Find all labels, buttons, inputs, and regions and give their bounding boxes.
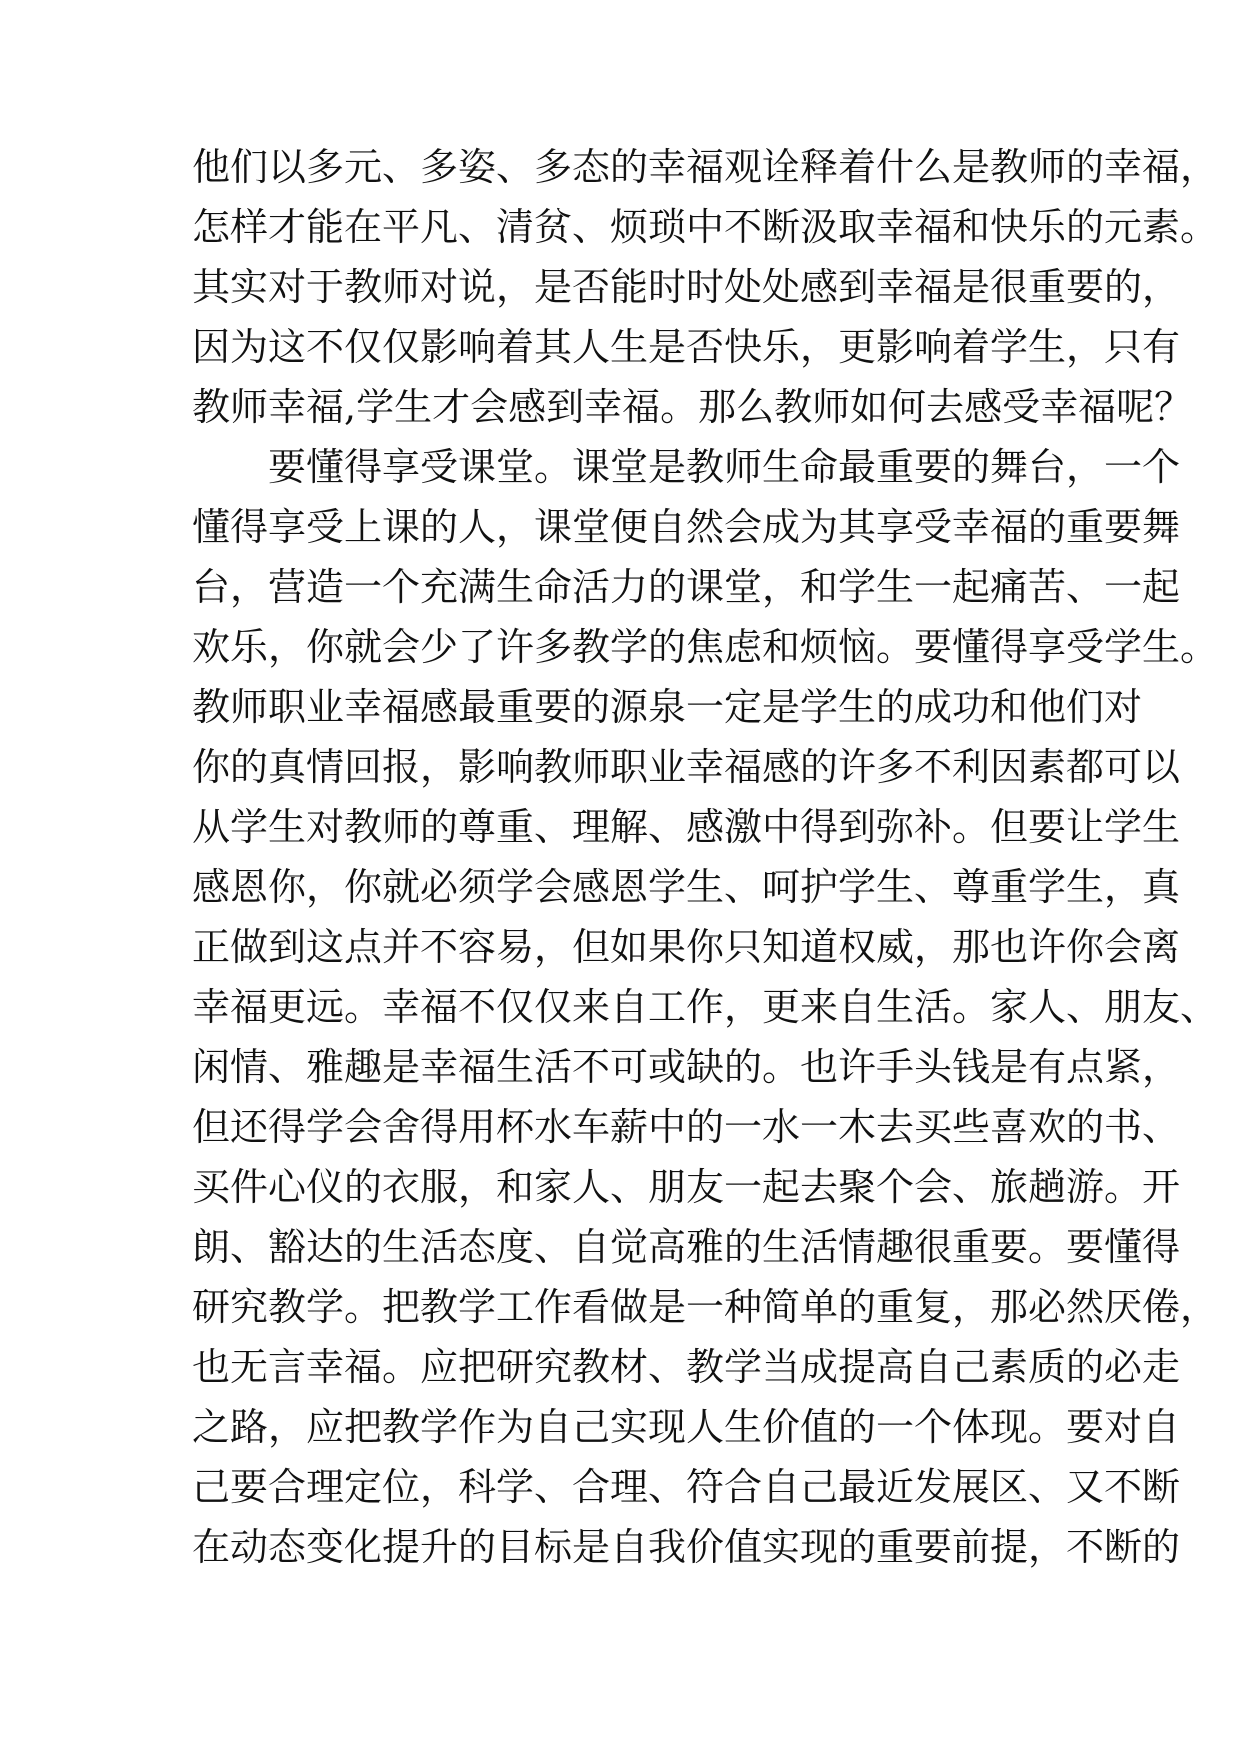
text-line: 感恩你，你就必须学会感恩学生、呵护学生、尊重学生，真	[192, 865, 1181, 909]
text-line: 懂得享受上课的人，课堂便自然会成为其享受幸福的重要舞	[192, 505, 1181, 549]
text-line: 也无言幸福。应把研究教材、教学当成提高自己素质的必走	[192, 1345, 1181, 1389]
text-line: 怎样才能在平凡、清贫、烦琐中不断汲取幸福和快乐的元素。	[192, 205, 1219, 249]
text-line: 己要合理定位，科学、合理、符合自己最近发展区、又不断	[192, 1465, 1181, 1509]
text-line: 但还得学会舍得用杯水车薪中的一水一木去买些喜欢的书、	[192, 1105, 1181, 1149]
text-line: 之路，应把教学作为自己实现人生价值的一个体现。要对自	[192, 1405, 1181, 1449]
text-line: 要懂得享受课堂。课堂是教师生命最重要的舞台，一个	[268, 445, 1181, 489]
text-line: 买件心仪的衣服，和家人、朋友一起去聚个会、旅趟游。开	[192, 1165, 1181, 1209]
text-line: 在动态变化提升的目标是自我价值实现的重要前提，不断的	[192, 1525, 1181, 1569]
text-line: 研究教学。把教学工作看做是一种简单的重复，那必然厌倦，	[192, 1285, 1219, 1329]
text-line: 从学生对教师的尊重、理解、感激中得到弥补。但要让学生	[192, 805, 1181, 849]
text-line: 教师幸福,学生才会感到幸福。那么教师如何去感受幸福呢？	[192, 385, 1193, 429]
text-line: 教师职业幸福感最重要的源泉一定是学生的成功和他们对	[192, 685, 1143, 729]
text-line: 台，营造一个充满生命活力的课堂，和学生一起痛苦、一起	[192, 565, 1181, 609]
text-line: 闲情、雅趣是幸福生活不可或缺的。也许手头钱是有点紧，	[192, 1045, 1181, 1089]
text-line: 因为这不仅仅影响着其人生是否快乐，更影响着学生，只有	[192, 325, 1181, 369]
text-line: 幸福更远。幸福不仅仅来自工作，更来自生活。家人、朋友、	[192, 985, 1219, 1029]
text-line: 他们以多元、多姿、多态的幸福观诠释着什么是教师的幸福，	[192, 145, 1219, 189]
text-line: 朗、豁达的生活态度、自觉高雅的生活情趣很重要。要懂得	[192, 1225, 1181, 1269]
body-text	[192, 137, 1219, 1577]
text-line: 正做到这点并不容易，但如果你只知道权威，那也许你会离	[192, 925, 1181, 969]
text-line: 你的真情回报，影响教师职业幸福感的许多不利因素都可以	[192, 745, 1181, 789]
text-line: 其实对于教师对说，是否能时时处处感到幸福是很重要的，	[192, 265, 1181, 309]
text-line: 欢乐，你就会少了许多教学的焦虑和烦恼。要懂得享受学生。	[192, 625, 1219, 669]
